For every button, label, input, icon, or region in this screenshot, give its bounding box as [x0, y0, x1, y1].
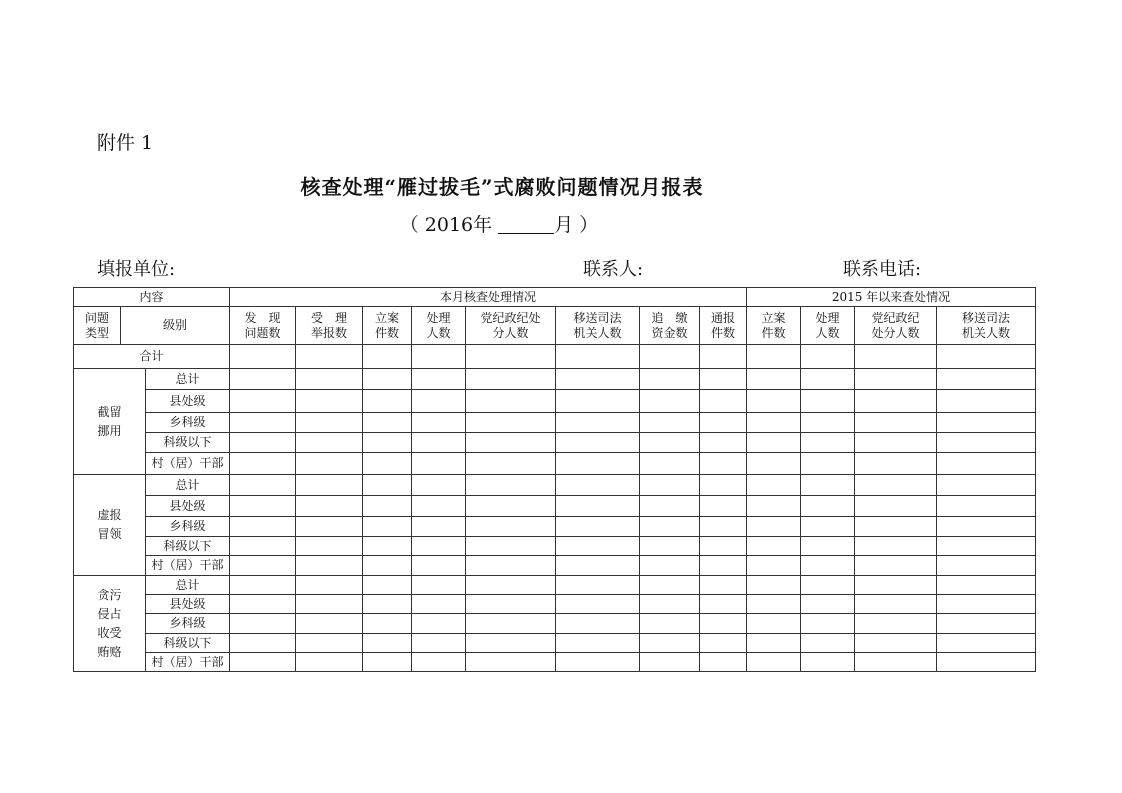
total-row — [74, 345, 1036, 369]
data-cell[interactable] — [412, 595, 466, 614]
data-cell[interactable] — [700, 576, 747, 595]
data-cell[interactable] — [296, 517, 363, 537]
document-title-text: 核查处理“雁过拔毛”式腐败问题情况月报表 — [300, 175, 704, 199]
data-cell[interactable] — [747, 576, 801, 595]
table-row — [74, 390, 1036, 413]
data-cell[interactable] — [412, 496, 466, 517]
data-cell[interactable] — [801, 614, 855, 634]
data-cell[interactable] — [466, 537, 556, 556]
data-cell[interactable] — [296, 576, 363, 595]
data-cell[interactable] — [855, 614, 937, 634]
data-cell[interactable] — [296, 453, 363, 475]
data-cell[interactable] — [801, 537, 855, 556]
column-header-line: 受 理 — [310, 310, 347, 325]
data-cell[interactable] — [412, 453, 466, 475]
column-header-line: 人数 — [815, 325, 840, 340]
column-header-line: 举报数 — [310, 325, 347, 340]
data-cell[interactable] — [937, 496, 1036, 517]
data-cell[interactable] — [412, 413, 466, 433]
header-row-sections — [74, 288, 1036, 307]
data-cell[interactable] — [640, 369, 700, 390]
data-cell[interactable] — [700, 614, 747, 634]
data-cell[interactable] — [296, 496, 363, 517]
data-cell[interactable] — [747, 453, 801, 475]
data-cell[interactable] — [855, 369, 937, 390]
data-cell[interactable] — [747, 556, 801, 576]
column-header-line: 发 现 — [244, 310, 281, 325]
data-cell[interactable] — [466, 369, 556, 390]
this-month-header: 本月核查处理情况 — [230, 288, 747, 307]
data-cell[interactable] — [556, 556, 640, 576]
data-cell[interactable] — [855, 390, 937, 413]
data-cell[interactable] — [230, 634, 296, 653]
data-cell[interactable] — [801, 576, 855, 595]
data-cell[interactable] — [801, 517, 855, 537]
data-cell[interactable] — [700, 369, 747, 390]
data-cell[interactable] — [466, 433, 556, 453]
column-header-line: 处理 — [815, 310, 840, 325]
data-cell[interactable] — [855, 496, 937, 517]
column-header — [412, 307, 466, 345]
period-suffix: 月 ） — [554, 214, 599, 236]
data-cell[interactable] — [466, 475, 556, 496]
data-cell[interactable] — [556, 614, 640, 634]
problem-type-cell — [74, 576, 146, 672]
level-header: 级别 — [121, 307, 230, 345]
data-cell[interactable] — [556, 390, 640, 413]
column-header-line: 人数 — [426, 325, 451, 340]
data-cell[interactable] — [747, 517, 801, 537]
level-cell: 村（居）干部 — [146, 556, 230, 576]
column-header-line: 移送司法 — [961, 310, 1010, 325]
data-cell[interactable] — [556, 653, 640, 672]
level-cell: 乡科级 — [146, 517, 230, 537]
problem-type-line: 截留 — [97, 404, 122, 419]
column-header-line: 件数 — [374, 325, 399, 340]
data-cell[interactable] — [556, 517, 640, 537]
data-cell[interactable] — [363, 517, 412, 537]
data-cell[interactable] — [700, 453, 747, 475]
table-row — [74, 453, 1036, 475]
data-cell[interactable] — [855, 433, 937, 453]
data-cell[interactable] — [296, 653, 363, 672]
level-cell: 乡科级 — [146, 614, 230, 634]
problem-type-line: 贪污 — [97, 587, 122, 602]
problem-type-header — [74, 307, 121, 345]
column-header — [230, 307, 296, 345]
data-cell[interactable] — [466, 653, 556, 672]
column-header-line: 党纪政纪 — [871, 310, 920, 325]
data-cell[interactable] — [640, 345, 700, 369]
column-header-line: 立案 — [761, 310, 786, 325]
data-cell[interactable] — [855, 517, 937, 537]
level-cell: 县处级 — [146, 595, 230, 614]
data-cell[interactable] — [937, 369, 1036, 390]
data-cell[interactable] — [363, 390, 412, 413]
level-cell: 县处级 — [146, 390, 230, 413]
data-cell[interactable] — [855, 556, 937, 576]
column-header-line: 立案 — [374, 310, 399, 325]
data-cell[interactable] — [937, 517, 1036, 537]
column-header — [747, 307, 801, 345]
data-cell[interactable] — [640, 556, 700, 576]
data-cell[interactable] — [363, 433, 412, 453]
problem-type-line: 收受 — [97, 625, 122, 640]
total-label: 合计 — [74, 345, 230, 369]
data-cell[interactable] — [466, 390, 556, 413]
data-cell[interactable] — [230, 475, 296, 496]
data-cell[interactable] — [801, 496, 855, 517]
data-cell[interactable] — [747, 390, 801, 413]
data-cell[interactable] — [230, 576, 296, 595]
data-cell[interactable] — [466, 576, 556, 595]
data-cell[interactable] — [296, 614, 363, 634]
problem-type-line: 虚报 — [97, 508, 122, 522]
report-table — [73, 287, 1036, 672]
data-cell[interactable] — [363, 496, 412, 517]
data-cell[interactable] — [230, 390, 296, 413]
data-cell[interactable] — [747, 595, 801, 614]
table-row — [74, 413, 1036, 433]
level-cell: 总计 — [146, 475, 230, 496]
attachment-label: 附件 1 — [97, 132, 154, 154]
data-cell[interactable] — [466, 453, 556, 475]
data-cell[interactable] — [466, 517, 556, 537]
column-header — [937, 307, 1036, 345]
data-cell[interactable] — [700, 433, 747, 453]
data-cell[interactable] — [412, 634, 466, 653]
problem-type-cell — [74, 475, 146, 576]
column-header-line: 分人数 — [492, 325, 529, 340]
data-cell[interactable] — [363, 413, 412, 433]
data-cell[interactable] — [412, 475, 466, 496]
data-cell[interactable] — [937, 390, 1036, 413]
data-cell[interactable] — [640, 614, 700, 634]
data-cell[interactable] — [801, 345, 855, 369]
data-cell[interactable] — [855, 345, 937, 369]
data-cell[interactable] — [363, 653, 412, 672]
table-row — [74, 475, 1036, 496]
data-cell[interactable] — [296, 369, 363, 390]
data-cell[interactable] — [937, 595, 1036, 614]
data-cell[interactable] — [556, 475, 640, 496]
data-cell[interactable] — [230, 413, 296, 433]
data-cell[interactable] — [937, 433, 1036, 453]
data-cell[interactable] — [855, 413, 937, 433]
level-cell: 科级以下 — [146, 433, 230, 453]
data-cell[interactable] — [466, 634, 556, 653]
data-cell[interactable] — [296, 475, 363, 496]
data-cell[interactable] — [412, 433, 466, 453]
column-header-line: 机关人数 — [573, 325, 622, 340]
data-cell[interactable] — [855, 537, 937, 556]
data-cell[interactable] — [412, 390, 466, 413]
level-cell: 科级以下 — [146, 537, 230, 556]
problem-type-line: 侵占 — [97, 606, 122, 621]
data-cell[interactable] — [801, 413, 855, 433]
data-cell[interactable] — [747, 634, 801, 653]
data-cell[interactable] — [230, 653, 296, 672]
data-cell[interactable] — [937, 556, 1036, 576]
column-header — [363, 307, 412, 345]
data-cell[interactable] — [466, 556, 556, 576]
data-cell[interactable] — [466, 614, 556, 634]
content-header: 内容 — [74, 288, 230, 307]
data-cell[interactable] — [937, 576, 1036, 595]
data-cell[interactable] — [640, 595, 700, 614]
data-cell[interactable] — [363, 614, 412, 634]
data-cell[interactable] — [363, 576, 412, 595]
data-cell[interactable] — [801, 653, 855, 672]
data-cell[interactable] — [700, 537, 747, 556]
data-cell[interactable] — [700, 496, 747, 517]
data-cell[interactable] — [747, 496, 801, 517]
data-cell[interactable] — [556, 413, 640, 433]
level-cell: 总计 — [146, 576, 230, 595]
column-header-line: 移送司法 — [573, 310, 622, 325]
data-cell[interactable] — [801, 475, 855, 496]
column-header-line: 党纪政纪处 — [480, 310, 541, 325]
fill-contact-label: 联系人: — [583, 259, 644, 280]
data-cell[interactable] — [855, 653, 937, 672]
data-cell[interactable] — [230, 614, 296, 634]
data-cell[interactable] — [230, 556, 296, 576]
table-row — [74, 595, 1036, 614]
data-cell[interactable] — [747, 653, 801, 672]
data-cell[interactable] — [230, 595, 296, 614]
column-header-line: 追 缴 — [651, 310, 688, 325]
table-row — [74, 614, 1036, 634]
data-cell[interactable] — [801, 433, 855, 453]
report-period-text — [400, 214, 598, 236]
data-cell[interactable] — [747, 537, 801, 556]
data-cell[interactable] — [556, 634, 640, 653]
level-cell: 乡科级 — [146, 413, 230, 433]
column-header — [855, 307, 937, 345]
data-cell[interactable] — [230, 433, 296, 453]
data-cell[interactable] — [556, 496, 640, 517]
data-cell[interactable] — [700, 413, 747, 433]
problem-type-line: 贿赂 — [97, 644, 122, 659]
data-cell[interactable] — [412, 517, 466, 537]
data-cell[interactable] — [801, 453, 855, 475]
data-cell[interactable] — [937, 345, 1036, 369]
data-cell[interactable] — [363, 537, 412, 556]
data-cell[interactable] — [230, 537, 296, 556]
data-cell[interactable] — [466, 496, 556, 517]
problem-type-line: 挪用 — [97, 423, 122, 438]
data-cell[interactable] — [640, 475, 700, 496]
data-cell[interactable] — [556, 369, 640, 390]
column-header-line: 机关人数 — [961, 325, 1010, 340]
data-cell[interactable] — [556, 595, 640, 614]
data-cell[interactable] — [640, 496, 700, 517]
data-cell[interactable] — [363, 453, 412, 475]
problem-type-line: 冒领 — [97, 527, 122, 541]
month-blank-field[interactable] — [498, 215, 554, 234]
table-row — [74, 576, 1036, 595]
data-cell[interactable] — [412, 537, 466, 556]
data-cell[interactable] — [747, 614, 801, 634]
column-header — [466, 307, 556, 345]
data-cell[interactable] — [296, 634, 363, 653]
problem-type-cell — [74, 369, 146, 475]
data-cell[interactable] — [296, 537, 363, 556]
data-cell[interactable] — [230, 345, 296, 369]
period-prefix: （ 2016年 — [399, 214, 499, 236]
table-row — [74, 537, 1036, 556]
data-cell[interactable] — [296, 413, 363, 433]
data-cell[interactable] — [296, 595, 363, 614]
table-row — [74, 517, 1036, 537]
table-row — [74, 634, 1036, 653]
data-cell[interactable] — [700, 390, 747, 413]
data-cell[interactable] — [412, 345, 466, 369]
data-cell[interactable] — [937, 537, 1036, 556]
data-cell[interactable] — [412, 576, 466, 595]
data-cell[interactable] — [363, 595, 412, 614]
fill-phone-label: 联系电话: — [843, 259, 922, 280]
data-cell[interactable] — [801, 369, 855, 390]
data-cell[interactable] — [412, 653, 466, 672]
table-row — [74, 653, 1036, 672]
data-cell[interactable] — [556, 345, 640, 369]
data-cell[interactable] — [747, 433, 801, 453]
data-cell[interactable] — [937, 475, 1036, 496]
column-header-line: 通报 — [710, 310, 735, 325]
data-cell[interactable] — [747, 413, 801, 433]
data-cell[interactable] — [700, 475, 747, 496]
data-cell[interactable] — [296, 390, 363, 413]
data-cell[interactable] — [855, 453, 937, 475]
data-cell[interactable] — [230, 517, 296, 537]
data-cell[interactable] — [640, 576, 700, 595]
column-header-line: 件数 — [761, 325, 786, 340]
data-cell[interactable] — [466, 345, 556, 369]
data-cell[interactable] — [296, 556, 363, 576]
column-header — [640, 307, 700, 345]
data-cell[interactable] — [363, 634, 412, 653]
data-cell[interactable] — [556, 433, 640, 453]
level-cell: 村（居）干部 — [146, 653, 230, 672]
column-header-line: 资金数 — [651, 325, 688, 340]
data-cell[interactable] — [640, 517, 700, 537]
column-header-line: 问题数 — [244, 325, 281, 340]
data-cell[interactable] — [296, 433, 363, 453]
data-cell[interactable] — [747, 475, 801, 496]
data-cell[interactable] — [640, 634, 700, 653]
data-cell[interactable] — [466, 595, 556, 614]
data-cell[interactable] — [640, 433, 700, 453]
data-cell[interactable] — [640, 537, 700, 556]
data-cell[interactable] — [640, 390, 700, 413]
data-cell[interactable] — [855, 595, 937, 614]
problem-type-header-line: 类型 — [84, 325, 109, 340]
data-cell[interactable] — [937, 453, 1036, 475]
column-header-line: 件数 — [710, 325, 735, 340]
level-cell: 总计 — [146, 369, 230, 390]
data-cell[interactable] — [556, 453, 640, 475]
data-cell[interactable] — [412, 556, 466, 576]
data-cell[interactable] — [801, 390, 855, 413]
data-cell[interactable] — [556, 576, 640, 595]
table-row — [74, 369, 1036, 390]
level-cell: 科级以下 — [146, 634, 230, 653]
table-row — [74, 496, 1036, 517]
column-header — [700, 307, 747, 345]
data-cell[interactable] — [700, 653, 747, 672]
document-title — [0, 171, 1122, 200]
data-cell[interactable] — [640, 453, 700, 475]
data-cell[interactable] — [937, 653, 1036, 672]
problem-type-header-line: 问题 — [84, 310, 109, 325]
header-row-columns — [74, 307, 1036, 345]
level-cell: 县处级 — [146, 496, 230, 517]
data-cell[interactable] — [801, 556, 855, 576]
data-cell[interactable] — [801, 634, 855, 653]
data-cell[interactable] — [700, 595, 747, 614]
data-cell[interactable] — [556, 537, 640, 556]
data-cell[interactable] — [700, 556, 747, 576]
data-cell[interactable] — [700, 517, 747, 537]
table-row — [74, 556, 1036, 576]
data-cell[interactable] — [230, 453, 296, 475]
data-cell[interactable] — [855, 475, 937, 496]
level-cell: 村（居）干部 — [146, 453, 230, 475]
data-cell[interactable] — [466, 413, 556, 433]
data-cell[interactable] — [363, 475, 412, 496]
data-cell[interactable] — [855, 576, 937, 595]
data-cell[interactable] — [937, 614, 1036, 634]
data-cell[interactable] — [937, 634, 1036, 653]
data-cell[interactable] — [700, 634, 747, 653]
table-row — [74, 433, 1036, 453]
data-cell[interactable] — [363, 345, 412, 369]
data-cell[interactable] — [747, 369, 801, 390]
data-cell[interactable] — [230, 496, 296, 517]
data-cell[interactable] — [363, 556, 412, 576]
data-cell[interactable] — [640, 413, 700, 433]
data-cell[interactable] — [412, 369, 466, 390]
data-cell[interactable] — [700, 345, 747, 369]
fill-unit-label: 填报单位: — [97, 259, 176, 280]
column-header — [556, 307, 640, 345]
data-cell[interactable] — [747, 345, 801, 369]
column-header-line: 处分人数 — [871, 325, 920, 340]
data-cell[interactable] — [801, 595, 855, 614]
column-header-line: 处理 — [426, 310, 451, 325]
column-header — [801, 307, 855, 345]
data-cell[interactable] — [230, 369, 296, 390]
since-2015-header: 2015 年以来查处情况 — [747, 288, 1036, 307]
report-period — [0, 210, 1122, 237]
data-cell[interactable] — [363, 369, 412, 390]
data-cell[interactable] — [412, 614, 466, 634]
data-cell[interactable] — [855, 634, 937, 653]
data-cell[interactable] — [296, 345, 363, 369]
data-cell[interactable] — [937, 413, 1036, 433]
column-header — [296, 307, 363, 345]
data-cell[interactable] — [640, 653, 700, 672]
